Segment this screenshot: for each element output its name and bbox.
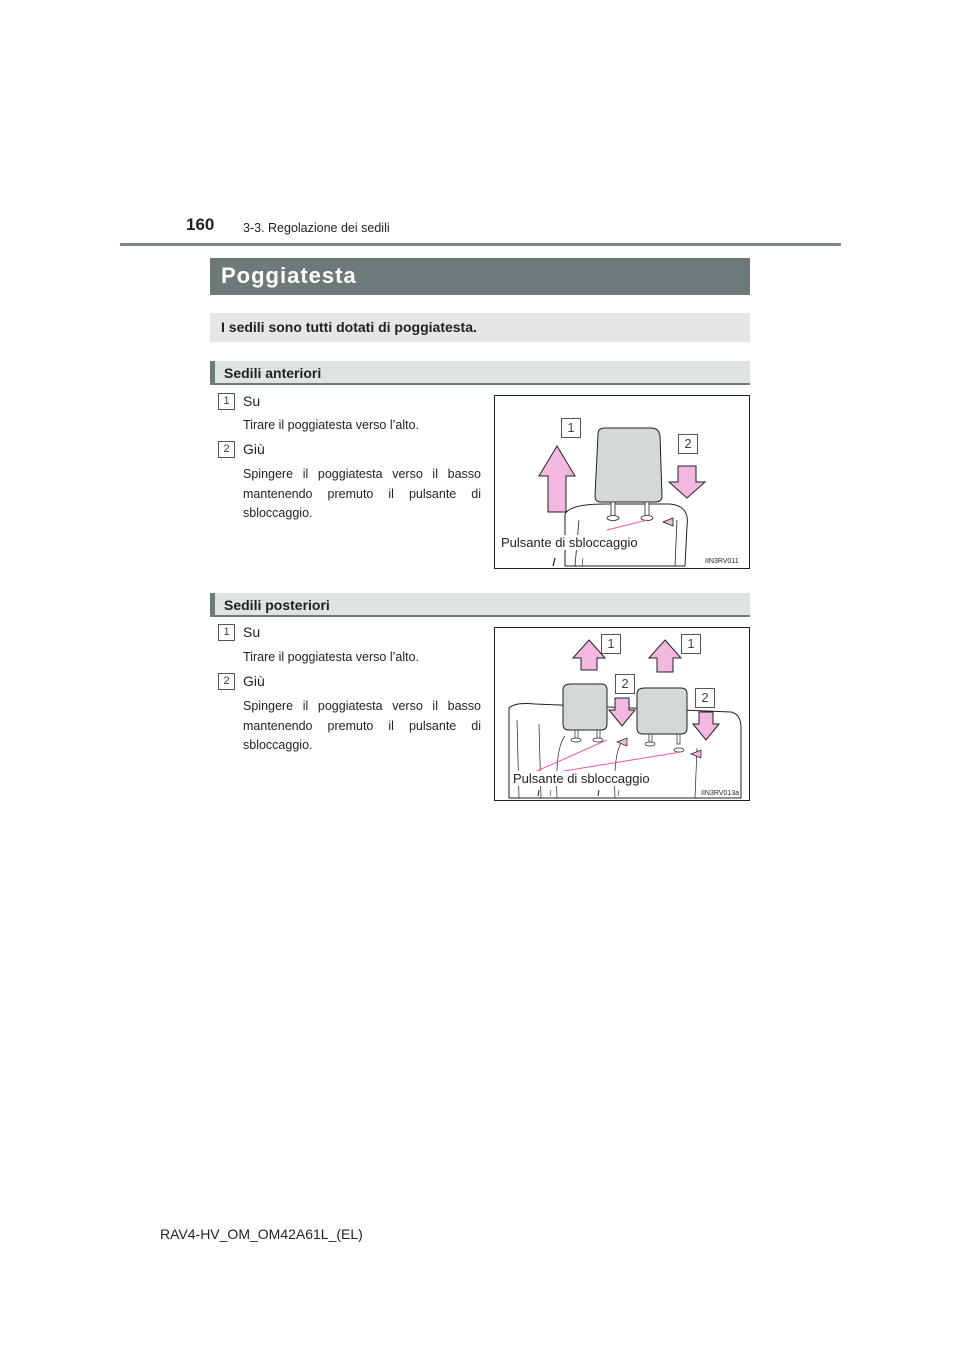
item-title-down: Giù	[243, 441, 265, 457]
figure-code: IIN3RV013a	[701, 790, 740, 797]
front-headrest-figure	[494, 395, 750, 569]
item-desc-down: Spingere il poggiatesta verso il basso mantenendo premuto il pulsante di sbloccaggio.	[243, 467, 481, 520]
figure-callout-2a: 2	[615, 674, 635, 694]
document-code: RAV4-HV_OM_OM42A61L_(EL)	[160, 1226, 363, 1242]
release-button-label: Pulsante di sbloccaggio	[501, 535, 638, 550]
item-desc-down: Spingere il poggiatesta verso il basso mantenendo premuto il pulsante di sbloccaggio.	[243, 699, 481, 752]
item-desc-up: Tirare il poggiatesta verso l’alto.	[243, 418, 420, 432]
section-heading-front: Sedili anteriori	[210, 361, 750, 385]
figure-code: IIN3RV011	[705, 558, 739, 565]
figure-callout-1b: 1	[681, 634, 701, 654]
rear-headrest-figure	[494, 627, 750, 801]
figure-callout-2: 2	[678, 434, 698, 454]
figure-callout-2b: 2	[695, 688, 715, 708]
item-number-2: 2	[218, 441, 235, 458]
breadcrumb: 3-3. Regolazione dei sedili	[243, 221, 390, 235]
item-title-up: Su	[243, 393, 261, 409]
item-number-1: 1	[218, 393, 235, 410]
item-number-1: 1	[218, 624, 235, 641]
figure-callout-1: 1	[561, 418, 581, 438]
figure-callout-1a: 1	[601, 634, 621, 654]
page-number: 160	[186, 215, 215, 234]
page-title: Poggiatesta	[210, 258, 750, 295]
item-title-down: Giù	[243, 673, 265, 689]
item-number-2: 2	[218, 673, 235, 690]
intro-text: I sedili sono tutti dotati di poggiatesta.	[210, 313, 750, 342]
section-heading-rear: Sedili posteriori	[210, 593, 750, 617]
release-button-label: Pulsante di sbloccaggio	[513, 771, 650, 786]
item-desc-up: Tirare il poggiatesta verso l’alto.	[243, 650, 420, 664]
header-divider	[120, 243, 841, 246]
item-title-up: Su	[243, 624, 261, 640]
